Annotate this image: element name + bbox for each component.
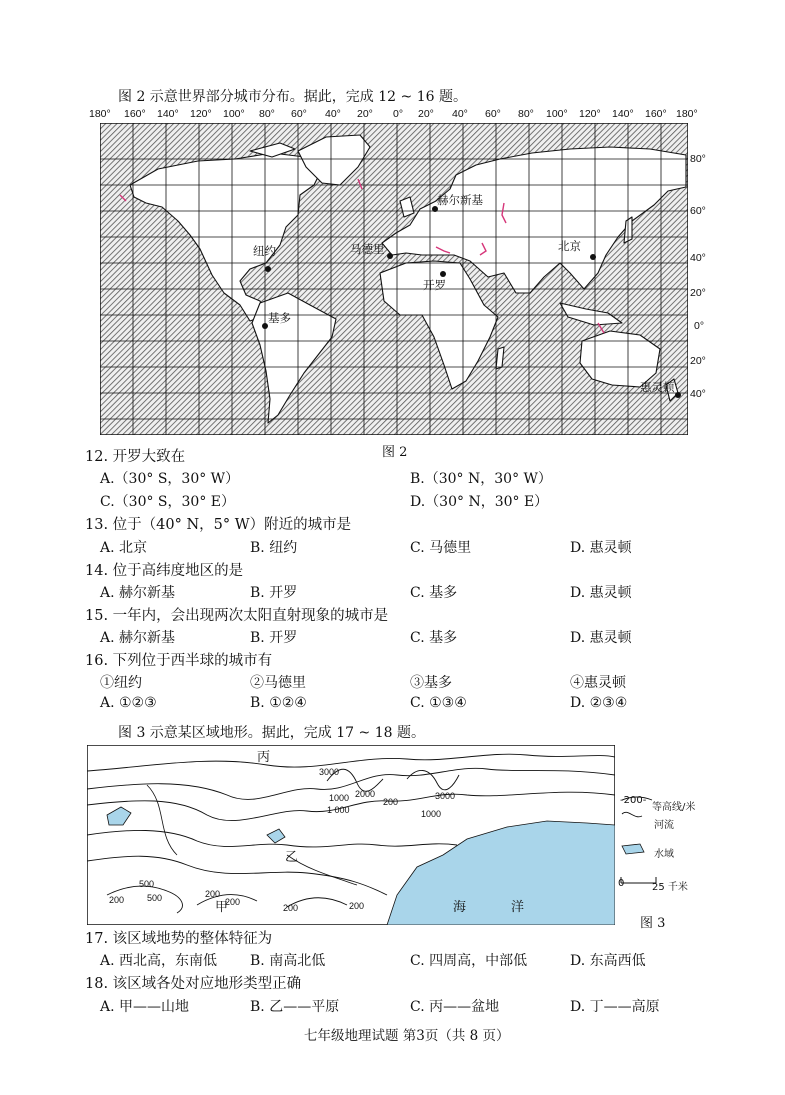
option-a[interactable]: A. 赫尔新基 bbox=[100, 630, 176, 646]
option-c[interactable]: C. 基多 bbox=[410, 630, 458, 646]
statement-item: ②马德里 bbox=[250, 675, 306, 691]
option-b[interactable]: B. 开罗 bbox=[250, 585, 298, 601]
city-label-cairo: 开罗 bbox=[423, 278, 446, 292]
statement-item: ①纽约 bbox=[100, 675, 142, 691]
lon-label: 180° bbox=[676, 108, 698, 120]
option-b[interactable]: B. 纽约 bbox=[250, 540, 298, 556]
option-b[interactable]: B.（30° N，30° W） bbox=[410, 471, 552, 487]
option-c[interactable]: C.（30° S，30° E） bbox=[100, 494, 236, 510]
contour-label: 200 bbox=[225, 897, 241, 907]
ocean-label: 洋 bbox=[511, 900, 525, 915]
statement-item: ④惠灵顿 bbox=[570, 675, 626, 691]
lon-label: 60° bbox=[291, 108, 307, 120]
lon-label: 60° bbox=[485, 108, 501, 120]
contour-label: 500 bbox=[139, 879, 155, 889]
lon-label: 100° bbox=[546, 108, 568, 120]
topographic-map bbox=[87, 745, 615, 925]
lon-label: 120° bbox=[579, 108, 601, 120]
question-stem: 15. 一年内，会出现两次太阳直射现象的城市是 bbox=[85, 608, 389, 624]
contour-label: 2000 bbox=[355, 789, 376, 799]
question-stem: 16. 下列位于西半球的城市有 bbox=[85, 653, 273, 669]
contour-label: 200 bbox=[283, 903, 299, 913]
lon-label: 160° bbox=[124, 108, 146, 120]
water-symbol bbox=[622, 844, 644, 854]
lon-label: 140° bbox=[157, 108, 179, 120]
option-a[interactable]: A.（30° S，30° W） bbox=[100, 471, 240, 487]
contour-label: 1 000 bbox=[327, 805, 350, 815]
region-label-jia: 甲 bbox=[215, 900, 229, 915]
question-stem: 13. 位于（40° N，5° W）附近的城市是 bbox=[85, 517, 352, 533]
lon-label: 40° bbox=[325, 108, 341, 120]
contour-label: 500 bbox=[147, 893, 163, 903]
region-label-yi: 乙 bbox=[285, 850, 299, 865]
lon-label: 140° bbox=[612, 108, 634, 120]
lat-label: 20° bbox=[690, 355, 706, 367]
lon-label: 20° bbox=[418, 108, 434, 120]
legend-water-label: 水域 bbox=[654, 849, 674, 860]
lon-label: 40° bbox=[452, 108, 468, 120]
option-b[interactable]: B. 开罗 bbox=[250, 630, 298, 646]
lon-label: 80° bbox=[259, 108, 275, 120]
city-label-helsinki: 赫尔新基 bbox=[437, 193, 483, 207]
option-b[interactable]: B. ①②④ bbox=[250, 695, 307, 711]
option-b[interactable]: B. 乙——平原 bbox=[250, 999, 340, 1015]
lon-label: 80° bbox=[518, 108, 534, 120]
option-d[interactable]: D. 惠灵顿 bbox=[570, 630, 632, 646]
question-stem: 12. 开罗大致在 bbox=[85, 449, 186, 465]
scale-label: 25 千米 bbox=[652, 882, 688, 893]
contour-label: 200 bbox=[109, 895, 125, 905]
lon-label: 100° bbox=[223, 108, 245, 120]
option-a[interactable]: A. 北京 bbox=[100, 540, 148, 556]
legend-contour-value: -200- bbox=[620, 795, 647, 806]
region-label-bing: 丙 bbox=[257, 750, 271, 765]
city-label-beijing: 北京 bbox=[558, 239, 581, 253]
option-d[interactable]: D.（30° N，30° E） bbox=[410, 494, 549, 510]
figure2-intro: 图 2 示意世界部分城市分布。据此，完成 12 ~ 16 题。 bbox=[118, 89, 467, 105]
city-label-quito: 基多 bbox=[268, 311, 291, 325]
option-c[interactable]: C. 基多 bbox=[410, 585, 458, 601]
city-label-newyork: 纽约 bbox=[253, 244, 276, 258]
option-d[interactable]: D. 丁——高原 bbox=[570, 999, 660, 1015]
contour-label: 1000 bbox=[421, 809, 442, 819]
world-map bbox=[100, 123, 688, 435]
figure2-caption: 图 2 bbox=[382, 445, 408, 460]
lon-label: 0° bbox=[393, 108, 404, 120]
lon-label: 20° bbox=[357, 108, 373, 120]
question-stem: 17. 该区域地势的整体特征为 bbox=[85, 931, 273, 947]
statement-item: ③基多 bbox=[410, 675, 452, 691]
option-d[interactable]: D. ②③④ bbox=[570, 695, 628, 711]
lat-label: 20° bbox=[690, 287, 706, 299]
option-a[interactable]: A. ①②③ bbox=[100, 695, 157, 711]
contour-label: 1000 bbox=[329, 793, 350, 803]
option-d[interactable]: D. 惠灵顿 bbox=[570, 540, 632, 556]
lat-label: 40° bbox=[690, 388, 706, 400]
contour-label: 3000 bbox=[435, 791, 456, 801]
madrid-marker bbox=[387, 253, 393, 259]
option-c[interactable]: C. ①③④ bbox=[410, 695, 467, 711]
question-stem: 14. 位于高纬度地区的是 bbox=[85, 563, 244, 579]
lon-label: 180° bbox=[89, 108, 111, 120]
ocean-label: 海 bbox=[453, 900, 467, 915]
legend-contour-label: 等高线/米 bbox=[652, 802, 696, 813]
contour-label: 200 bbox=[349, 901, 365, 911]
contour-label: 3000 bbox=[319, 767, 340, 777]
contour-label: 200 bbox=[383, 797, 399, 807]
option-a[interactable]: A. 甲——山地 bbox=[100, 999, 190, 1015]
lat-label: 40° bbox=[690, 252, 706, 264]
figure3-intro: 图 3 示意某区域地形。据此，完成 17 ~ 18 题。 bbox=[118, 725, 425, 741]
city-label-wellington: 惠灵顿 bbox=[640, 380, 675, 394]
figure3-caption: 图 3 bbox=[640, 916, 666, 931]
option-d[interactable]: D. 惠灵顿 bbox=[570, 585, 632, 601]
scale-zero: 0 bbox=[618, 878, 625, 889]
lon-label: 120° bbox=[190, 108, 212, 120]
option-c[interactable]: C. 马德里 bbox=[410, 540, 472, 556]
lat-label: 60° bbox=[690, 205, 706, 217]
option-a[interactable]: A. 西北高，东南低 bbox=[100, 953, 218, 969]
option-d[interactable]: D. 东高西低 bbox=[570, 953, 646, 969]
question-stem: 18. 该区域各处对应地形类型正确 bbox=[85, 976, 302, 992]
option-b[interactable]: B. 南高北低 bbox=[250, 953, 326, 969]
river-symbol bbox=[622, 812, 642, 817]
city-label-madrid: 马德里 bbox=[350, 242, 385, 256]
option-c[interactable]: C. 四周高，中部低 bbox=[410, 953, 528, 969]
legend-river-label: 河流 bbox=[654, 820, 674, 831]
page-footer: 七年级地理试题 第3页（共 8 页） bbox=[304, 1028, 510, 1044]
option-c[interactable]: C. 丙——盆地 bbox=[410, 999, 500, 1015]
lat-label: 80° bbox=[690, 153, 706, 165]
newyork-marker bbox=[265, 266, 271, 272]
lon-label: 160° bbox=[645, 108, 667, 120]
beijing-marker bbox=[590, 254, 596, 260]
contour-label: 200 bbox=[205, 889, 221, 899]
wellington-marker bbox=[675, 392, 681, 398]
lat-label: 0° bbox=[694, 320, 705, 332]
option-a[interactable]: A. 赫尔新基 bbox=[100, 585, 176, 601]
